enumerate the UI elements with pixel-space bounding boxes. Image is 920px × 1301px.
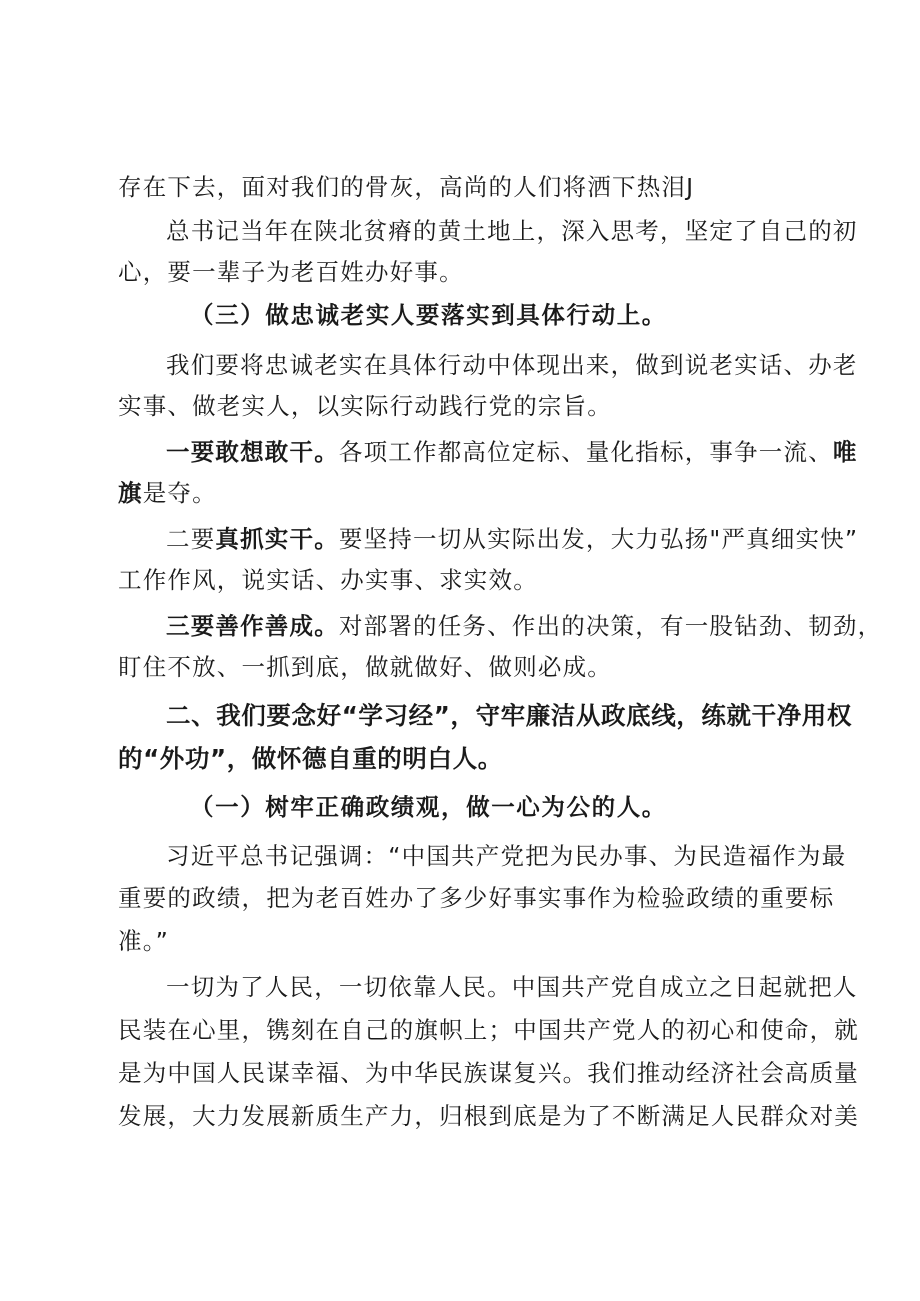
- subsection-heading: （三）做忠诚老实人要落实到具体行动上。: [190, 301, 667, 329]
- paragraph-line: 一要敢想敢干。各项工作都高位定标、量化指标，事争一流、唯: [166, 438, 858, 466]
- text-line: 存在下去，面对我们的骨灰，高尚的人们将洒下热泪J: [118, 173, 695, 201]
- text-line: 发展，大力发展新质生产力，归根到底是为了不断满足人民群众对美: [118, 1102, 859, 1130]
- paragraph-line: 二要真抓实干。要坚持一切从实际出发，大力弘扬"严真细实快”: [166, 525, 859, 553]
- quote-line: 重要的政绩，把为老百姓办了多少好事实事作为检验政绩的重要标: [118, 884, 835, 912]
- text-line: 民装在心里，镌刻在自己的旗帜上；中国共产党人的初心和使命，就: [118, 1016, 859, 1044]
- section-heading-continued: 的“外功”，做怀德自重的明白人。: [118, 744, 503, 773]
- quote-line: 准。”: [118, 927, 170, 955]
- subsection-heading: （一）树牢正确政绩观，做一心为公的人。: [190, 793, 667, 821]
- text-line: 心，要一辈子为老百姓办好事。: [118, 258, 464, 286]
- text-line: 盯住不放、一抓到底，做就做好、做则必成。: [118, 653, 612, 681]
- paragraph-line: 总书记当年在陕北贫瘠的黄土地上，深入思考，坚定了自己的初: [166, 217, 858, 245]
- paragraph-line: 我们要将忠诚老实在具体行动中体现出来，做到说老实话、办老: [166, 351, 858, 379]
- paragraph-line: 三要善作善成。对部署的任务、作出的决策，有一股钻劲、韧劲，: [166, 612, 883, 640]
- text-line: 工作作风，说实话、办实事、求实效。: [118, 566, 538, 594]
- text-line: 实事、做老实人，以实际行动践行党的宗旨。: [118, 392, 612, 420]
- paragraph-line: 一切为了人民，一切依靠人民。中国共产党自成立之日起就把人: [166, 973, 858, 1001]
- section-heading: 二、我们要念好“学习经”，守牢廉洁从政底线，练就干净用权: [166, 701, 853, 730]
- text-line: 旗是夺。: [118, 479, 217, 507]
- quote-line: 习近平总书记强调：“中国共产党把为民办事、为民造福作为最: [166, 842, 847, 870]
- text-line: 是为中国人民谋幸福、为中华民族谋复兴。我们推动经济社会高质量: [118, 1059, 859, 1087]
